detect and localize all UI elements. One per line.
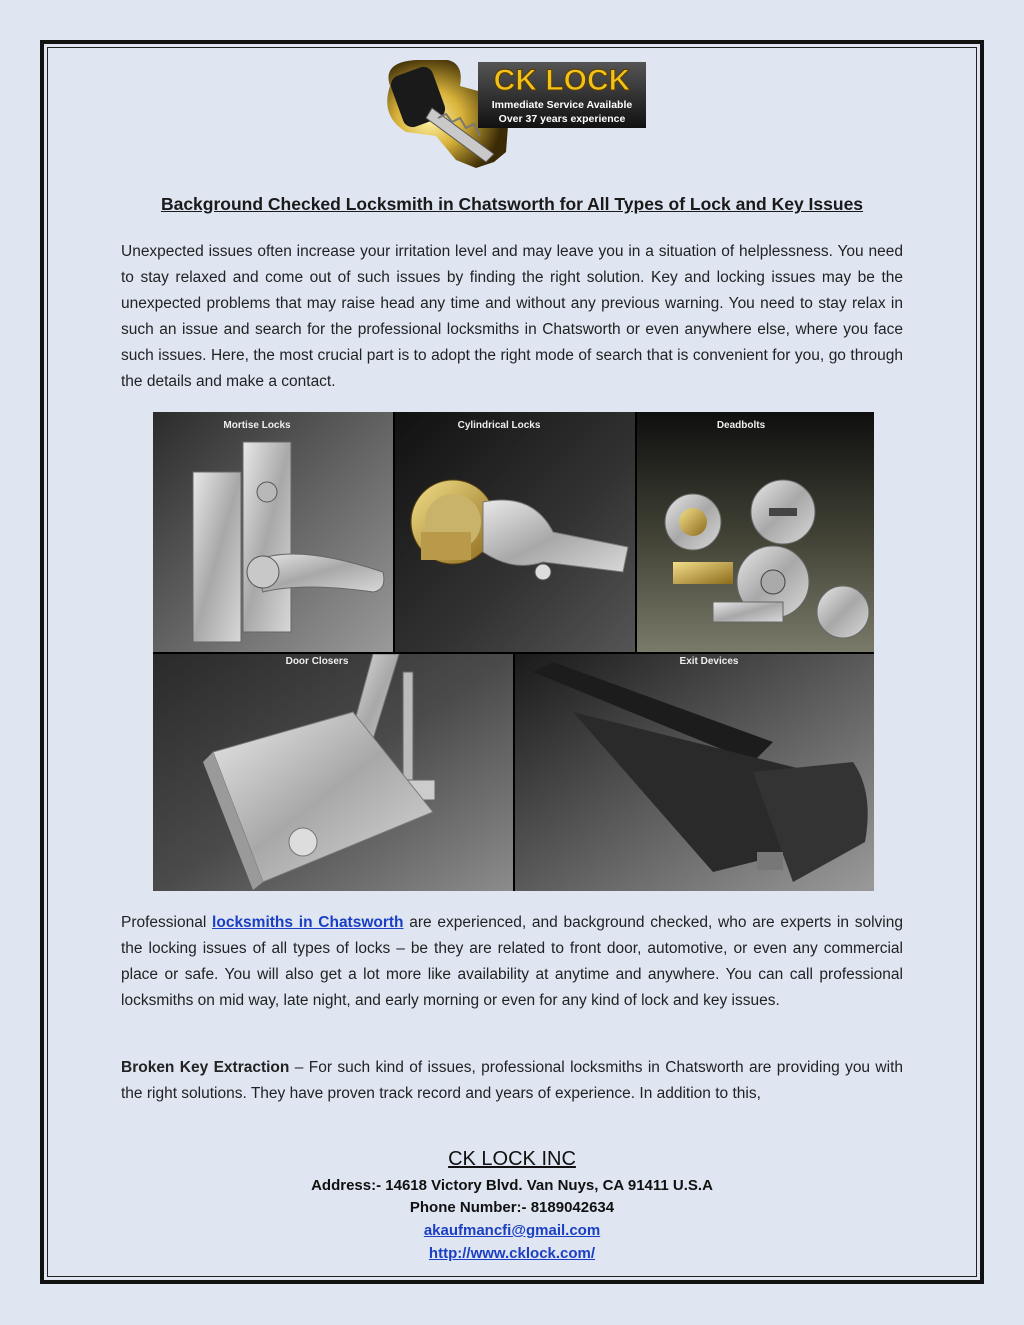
company-website-link[interactable]: http://www.cklock.com/: [428, 1245, 596, 1262]
logo-tagline-2: Over 37 years experience: [498, 113, 626, 125]
services-intro-text: Professional: [121, 914, 213, 931]
company-phone: Phone Number:- 8189042634: [409, 1199, 615, 1216]
label-cylindrical-locks: Cylindrical Locks: [457, 420, 541, 431]
logo-tagline-1: Immediate Service Available: [491, 99, 633, 111]
label-deadbolts: Deadbolts: [716, 420, 766, 431]
locksmiths-chatsworth-link[interactable]: locksmiths in Chatsworth: [212, 914, 404, 931]
intro-paragraph: Unexpected issues often increase your irritation level and may leave you in a situation of helplessness. You need to stay relaxed and come out of such issues by finding the right solution. Key and locking issues may be the unexpected problems that may raise head any time and without any previous warning. You need to stay relax in such an issue and search for the professional locksmiths in Chatsworth or even anywhere else, where you face such issues. Here, the most crucial part is to adopt the right mode of search that is convenient for you, go through the details and make a contact.: [121, 243, 903, 390]
ck-lock-logo: [376, 56, 648, 172]
broken-key-paragraph: [121, 1055, 903, 1107]
label-mortise-locks: Mortise Locks: [223, 420, 291, 431]
logo-brand: CK LOCK: [493, 64, 631, 97]
company-name: CK LOCK INC: [448, 1148, 576, 1170]
services-body-text: are experienced, and background checked, who are experts in solving the locking issues of all types of locks – be they are related to front door, automotive, or even any commercial place or safe. You will also get a lot more like availability at anytime and anywhere. You can call professional locksmiths on mid way, late night, and early morning or even for any kind of lock and key issues.: [121, 914, 903, 1009]
services-paragraph: [121, 910, 903, 1014]
company-address: Address:- 14618 Victory Blvd. Van Nuys, CA 91411 U.S.A: [311, 1177, 713, 1194]
article-title: Background Checked Locksmith in Chatsworth for All Types of Lock and Key Issues: [160, 194, 864, 214]
broken-key-text: – For such kind of issues, professional locksmiths in Chatsworth are providing you with the right solutions. They have proven track record and years of experience. In addition to this,: [121, 1059, 903, 1102]
label-exit-devices: Exit Devices: [679, 656, 739, 667]
broken-key-heading: Broken Key Extraction: [121, 1059, 290, 1076]
label-door-closers: Door Closers: [285, 656, 349, 667]
lock-types-collage: [153, 412, 874, 891]
company-email-link[interactable]: akaufmancfi@gmail.com: [423, 1222, 601, 1239]
